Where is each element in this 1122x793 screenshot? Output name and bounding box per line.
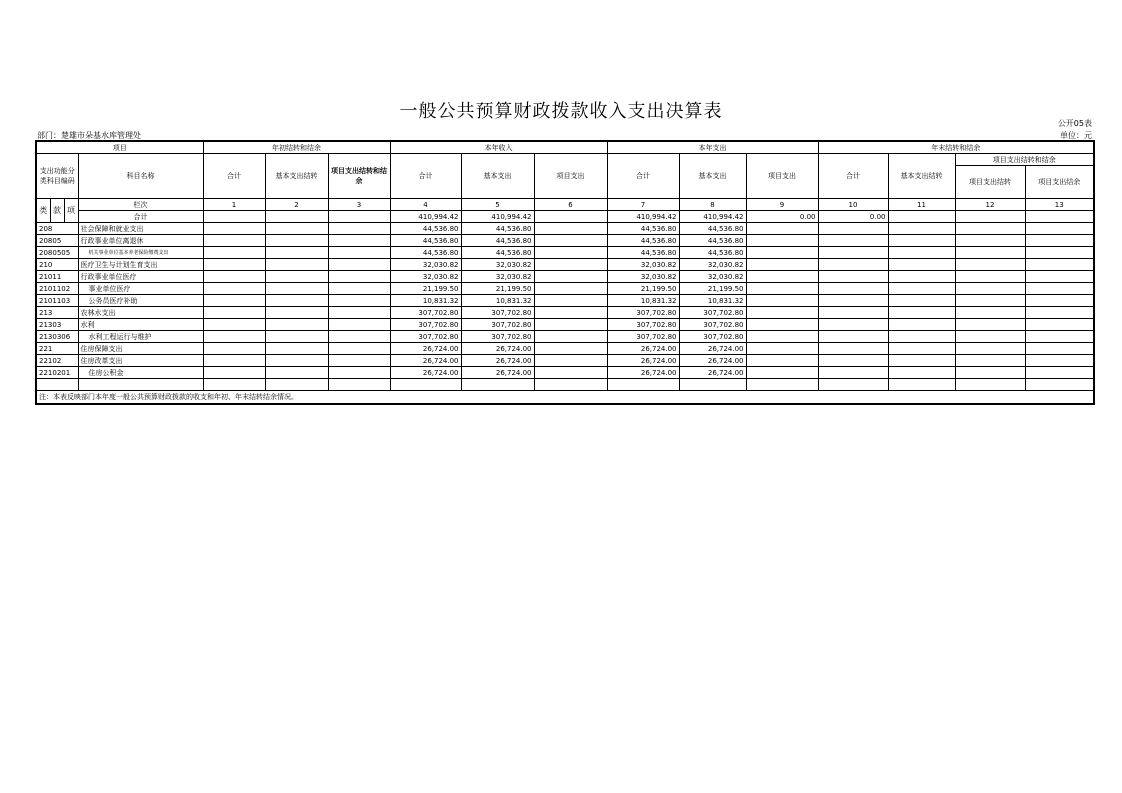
row-name: 行政事业单位离退休 [78, 235, 203, 247]
row-value [265, 343, 328, 355]
row-value [1025, 355, 1094, 367]
row-value [818, 271, 888, 283]
row-value [534, 223, 607, 235]
row-name: 医疗卫生与计划生育支出 [78, 259, 203, 271]
row-value [203, 331, 265, 343]
row-value [818, 355, 888, 367]
total-cell: 410,994.42 [607, 211, 679, 223]
empty-cell [461, 379, 534, 391]
row-value [534, 367, 607, 379]
row-value [1025, 223, 1094, 235]
row-value: 307,702.80 [390, 307, 461, 319]
row-value: 26,724.00 [461, 343, 534, 355]
header-expense-basic: 基本支出 [679, 154, 746, 199]
row-value [888, 259, 955, 271]
row-value [746, 235, 818, 247]
empty-cell [534, 379, 607, 391]
row-value: 307,702.80 [390, 319, 461, 331]
empty-cell [888, 379, 955, 391]
header-income: 本年收入 [390, 141, 607, 154]
row-value: 10,831.32 [679, 295, 746, 307]
total-cell [203, 211, 265, 223]
column-number-row [36, 199, 1094, 211]
row-value: 307,702.80 [607, 331, 679, 343]
total-cell: 0.00 [818, 211, 888, 223]
row-value [955, 355, 1025, 367]
col-num: 1 [203, 199, 265, 211]
row-value: 26,724.00 [390, 355, 461, 367]
row-value [746, 307, 818, 319]
form-code: 公开05表 [1057, 119, 1092, 128]
empty-cell [36, 379, 78, 391]
row-value [818, 259, 888, 271]
row-value [203, 307, 265, 319]
table-note: 注：本表反映部门本年度一般公共预算财政拨款的收支和年初、年末结转结余情况。 [36, 391, 1094, 405]
row-value: 32,030.82 [607, 271, 679, 283]
header-row-2 [36, 154, 1094, 166]
row-code: 210 [36, 259, 78, 271]
row-value: 307,702.80 [679, 319, 746, 331]
header-func-code: 支出功能分类科目编码 [36, 154, 78, 199]
row-value [265, 295, 328, 307]
row-value [265, 319, 328, 331]
table-row [36, 271, 1094, 283]
col-num: 12 [955, 199, 1025, 211]
empty-cell [328, 379, 390, 391]
total-cell [265, 211, 328, 223]
row-value: 26,724.00 [461, 367, 534, 379]
total-cell [534, 211, 607, 223]
total-label: 合计 [78, 211, 203, 223]
row-value [888, 367, 955, 379]
row-value [818, 331, 888, 343]
header-proj-surplus: 项目支出结余 [1025, 166, 1094, 199]
unit-label: 单位：元 [1060, 131, 1092, 140]
empty-cell [818, 379, 888, 391]
row-value [265, 367, 328, 379]
row-code: 21303 [36, 319, 78, 331]
row-value [328, 367, 390, 379]
header-income-proj: 项目支出 [534, 154, 607, 199]
row-value [746, 343, 818, 355]
row-value [1025, 307, 1094, 319]
row-value [746, 259, 818, 271]
row-value: 32,030.82 [461, 259, 534, 271]
row-code: 2101102 [36, 283, 78, 295]
row-value: 32,030.82 [679, 259, 746, 271]
row-value: 44,536.80 [461, 223, 534, 235]
row-value [328, 283, 390, 295]
row-name: 水利工程运行与维护 [78, 331, 203, 343]
row-value [1025, 331, 1094, 343]
row-value [955, 259, 1025, 271]
row-value [534, 307, 607, 319]
row-value: 44,536.80 [390, 247, 461, 259]
row-value: 44,536.80 [607, 247, 679, 259]
row-value [888, 271, 955, 283]
total-cell [888, 211, 955, 223]
row-code: 2210201 [36, 367, 78, 379]
row-value [1025, 235, 1094, 247]
header-expense-proj: 项目支出 [746, 154, 818, 199]
total-cell: 0.00 [746, 211, 818, 223]
row-name: 农林水支出 [78, 307, 203, 319]
header-lanci: 栏次 [78, 199, 203, 211]
total-cell: 410,994.42 [461, 211, 534, 223]
header-begin-proj: 项目支出结转和结余 [328, 154, 390, 199]
row-value: 307,702.80 [607, 307, 679, 319]
row-value [203, 271, 265, 283]
row-value: 307,702.80 [679, 307, 746, 319]
row-value [534, 331, 607, 343]
row-value [328, 355, 390, 367]
header-income-total: 合计 [390, 154, 461, 199]
row-code: 213 [36, 307, 78, 319]
row-value [888, 343, 955, 355]
row-value [818, 235, 888, 247]
total-cell [1025, 211, 1094, 223]
row-value [955, 223, 1025, 235]
page-title: 一般公共预算财政拨款收入支出决算表 [399, 101, 723, 122]
table-row [36, 295, 1094, 307]
row-value: 21,199.50 [679, 283, 746, 295]
row-value [818, 223, 888, 235]
row-value [888, 355, 955, 367]
row-name: 住房改革支出 [78, 355, 203, 367]
row-value [955, 247, 1025, 259]
row-value: 21,199.50 [390, 283, 461, 295]
row-value [818, 307, 888, 319]
empty-cell [607, 379, 679, 391]
row-value: 26,724.00 [390, 343, 461, 355]
row-value [265, 223, 328, 235]
empty-cell [390, 379, 461, 391]
row-value: 10,831.32 [607, 295, 679, 307]
row-value [955, 283, 1025, 295]
row-value [534, 259, 607, 271]
row-value [328, 295, 390, 307]
row-value [265, 259, 328, 271]
row-value [1025, 247, 1094, 259]
header-end-basic: 基本支出结转 [888, 154, 955, 199]
row-value: 21,199.50 [607, 283, 679, 295]
row-value [1025, 343, 1094, 355]
row-name: 行政事业单位医疗 [78, 271, 203, 283]
row-value [955, 331, 1025, 343]
row-value [888, 235, 955, 247]
row-value [955, 367, 1025, 379]
row-value [818, 367, 888, 379]
row-value: 44,536.80 [607, 223, 679, 235]
table-row [36, 319, 1094, 331]
row-value [328, 235, 390, 247]
row-value [888, 283, 955, 295]
row-value [746, 283, 818, 295]
row-value: 44,536.80 [607, 235, 679, 247]
row-value: 26,724.00 [607, 355, 679, 367]
empty-cell [679, 379, 746, 391]
header-end-proj: 项目支出结转和结余 [955, 154, 1094, 166]
row-name: 水利 [78, 319, 203, 331]
row-value [328, 319, 390, 331]
row-value [328, 223, 390, 235]
table-row [36, 259, 1094, 271]
row-value: 32,030.82 [390, 271, 461, 283]
total-cell [955, 211, 1025, 223]
row-value [534, 319, 607, 331]
row-value: 26,724.00 [390, 367, 461, 379]
col-num: 9 [746, 199, 818, 211]
header-income-basic: 基本支出 [461, 154, 534, 199]
row-value [1025, 259, 1094, 271]
row-value: 26,724.00 [607, 367, 679, 379]
table-row [36, 235, 1094, 247]
row-value [328, 271, 390, 283]
row-value: 44,536.80 [679, 235, 746, 247]
row-value [328, 343, 390, 355]
row-value [534, 283, 607, 295]
row-value [203, 247, 265, 259]
header-lei: 类 [36, 199, 50, 223]
header-kuan: 款 [50, 199, 64, 223]
row-value: 32,030.82 [461, 271, 534, 283]
header-begin-basic: 基本支出结转 [265, 154, 328, 199]
note-row [36, 391, 1094, 405]
row-name: 社会保障和就业支出 [78, 223, 203, 235]
row-value: 307,702.80 [679, 331, 746, 343]
row-value: 21,199.50 [461, 283, 534, 295]
col-num: 13 [1025, 199, 1094, 211]
row-value [955, 307, 1025, 319]
department-label: 部门：楚雄市朵基水库管理处 [37, 131, 141, 140]
row-value [746, 295, 818, 307]
row-value [746, 355, 818, 367]
budget-table [35, 140, 1095, 405]
row-name: 公务员医疗补助 [78, 295, 203, 307]
header-row-1 [36, 141, 1094, 154]
col-num: 5 [461, 199, 534, 211]
row-value [955, 235, 1025, 247]
empty-cell [78, 379, 203, 391]
header-end-total: 合计 [818, 154, 888, 199]
row-name: 住房保障支出 [78, 343, 203, 355]
total-cell: 410,994.42 [679, 211, 746, 223]
empty-cell [746, 379, 818, 391]
row-value [888, 307, 955, 319]
col-num: 7 [607, 199, 679, 211]
row-value: 26,724.00 [679, 367, 746, 379]
row-value [746, 247, 818, 259]
row-code: 2130306 [36, 331, 78, 343]
header-subject-name: 科目名称 [78, 154, 203, 199]
row-value [1025, 295, 1094, 307]
row-value [328, 307, 390, 319]
header-begin-total: 合计 [203, 154, 265, 199]
row-value [534, 247, 607, 259]
row-value: 26,724.00 [607, 343, 679, 355]
row-value [888, 331, 955, 343]
row-value: 44,536.80 [461, 247, 534, 259]
row-value [265, 355, 328, 367]
row-value [265, 271, 328, 283]
row-name: 事业单位医疗 [78, 283, 203, 295]
row-value [955, 295, 1025, 307]
row-value [818, 247, 888, 259]
row-value: 307,702.80 [461, 307, 534, 319]
row-value [818, 319, 888, 331]
table-row [36, 343, 1094, 355]
row-value [955, 343, 1025, 355]
row-code: 2101103 [36, 295, 78, 307]
header-proj-carry: 项目支出结转 [955, 166, 1025, 199]
row-value [1025, 283, 1094, 295]
col-num: 2 [265, 199, 328, 211]
row-value [203, 295, 265, 307]
row-value: 32,030.82 [390, 259, 461, 271]
empty-cell [955, 379, 1025, 391]
row-value: 307,702.80 [607, 319, 679, 331]
row-value: 44,536.80 [679, 223, 746, 235]
row-value [203, 343, 265, 355]
empty-row [36, 379, 1094, 391]
row-value: 44,536.80 [461, 235, 534, 247]
row-value: 307,702.80 [461, 331, 534, 343]
header-end-balance: 年末结转和结余 [818, 141, 1094, 154]
header-item: 项目 [36, 141, 203, 154]
total-cell: 410,994.42 [390, 211, 461, 223]
table-row [36, 355, 1094, 367]
row-value [818, 343, 888, 355]
row-value [203, 259, 265, 271]
row-value [203, 223, 265, 235]
row-value [746, 367, 818, 379]
row-value [534, 355, 607, 367]
col-num: 6 [534, 199, 607, 211]
row-value [1025, 319, 1094, 331]
row-value: 26,724.00 [461, 355, 534, 367]
row-value [1025, 367, 1094, 379]
total-row [36, 211, 1094, 223]
col-num: 4 [390, 199, 461, 211]
row-value [1025, 271, 1094, 283]
total-cell [328, 211, 390, 223]
row-value: 10,831.32 [461, 295, 534, 307]
row-value [265, 307, 328, 319]
row-value [534, 271, 607, 283]
row-value [265, 235, 328, 247]
row-value: 307,702.80 [390, 331, 461, 343]
row-value: 307,702.80 [461, 319, 534, 331]
row-value [955, 319, 1025, 331]
table-row [36, 331, 1094, 343]
col-num: 3 [328, 199, 390, 211]
col-num: 8 [679, 199, 746, 211]
row-value [265, 283, 328, 295]
row-value: 44,536.80 [390, 235, 461, 247]
row-value [818, 295, 888, 307]
row-code: 221 [36, 343, 78, 355]
row-value [534, 235, 607, 247]
row-value [746, 271, 818, 283]
row-value: 32,030.82 [679, 271, 746, 283]
header-expense: 本年支出 [607, 141, 818, 154]
row-value: 26,724.00 [679, 343, 746, 355]
empty-cell [203, 379, 265, 391]
row-value [203, 235, 265, 247]
header-expense-total: 合计 [607, 154, 679, 199]
row-value: 10,831.32 [390, 295, 461, 307]
row-value [534, 295, 607, 307]
row-name: 机关事业单位基本养老保险缴费支出 [78, 247, 203, 259]
row-value [818, 283, 888, 295]
row-code: 2080505 [36, 247, 78, 259]
row-value: 44,536.80 [679, 247, 746, 259]
row-value [203, 319, 265, 331]
row-code: 21011 [36, 271, 78, 283]
col-num: 11 [888, 199, 955, 211]
row-value [888, 223, 955, 235]
row-value [265, 331, 328, 343]
row-value [888, 295, 955, 307]
row-value: 26,724.00 [679, 355, 746, 367]
row-value [203, 283, 265, 295]
row-code: 208 [36, 223, 78, 235]
empty-cell [265, 379, 328, 391]
row-value [328, 247, 390, 259]
row-value: 44,536.80 [390, 223, 461, 235]
row-value [534, 343, 607, 355]
table-row [36, 307, 1094, 319]
table-row [36, 283, 1094, 295]
row-value [203, 355, 265, 367]
row-value [328, 259, 390, 271]
row-name: 住房公积金 [78, 367, 203, 379]
row-code: 22102 [36, 355, 78, 367]
col-num: 10 [818, 199, 888, 211]
row-code: 20805 [36, 235, 78, 247]
row-value [328, 331, 390, 343]
row-value [746, 319, 818, 331]
table-row [36, 367, 1094, 379]
row-value [265, 247, 328, 259]
row-value [955, 271, 1025, 283]
header-begin-balance: 年初结转和结余 [203, 141, 390, 154]
row-value [746, 331, 818, 343]
row-value [888, 319, 955, 331]
row-value [746, 223, 818, 235]
row-value: 32,030.82 [607, 259, 679, 271]
header-xiang: 项 [64, 199, 78, 223]
row-value [888, 247, 955, 259]
table-row [36, 247, 1094, 259]
empty-cell [1025, 379, 1094, 391]
table-row [36, 223, 1094, 235]
row-value [203, 367, 265, 379]
